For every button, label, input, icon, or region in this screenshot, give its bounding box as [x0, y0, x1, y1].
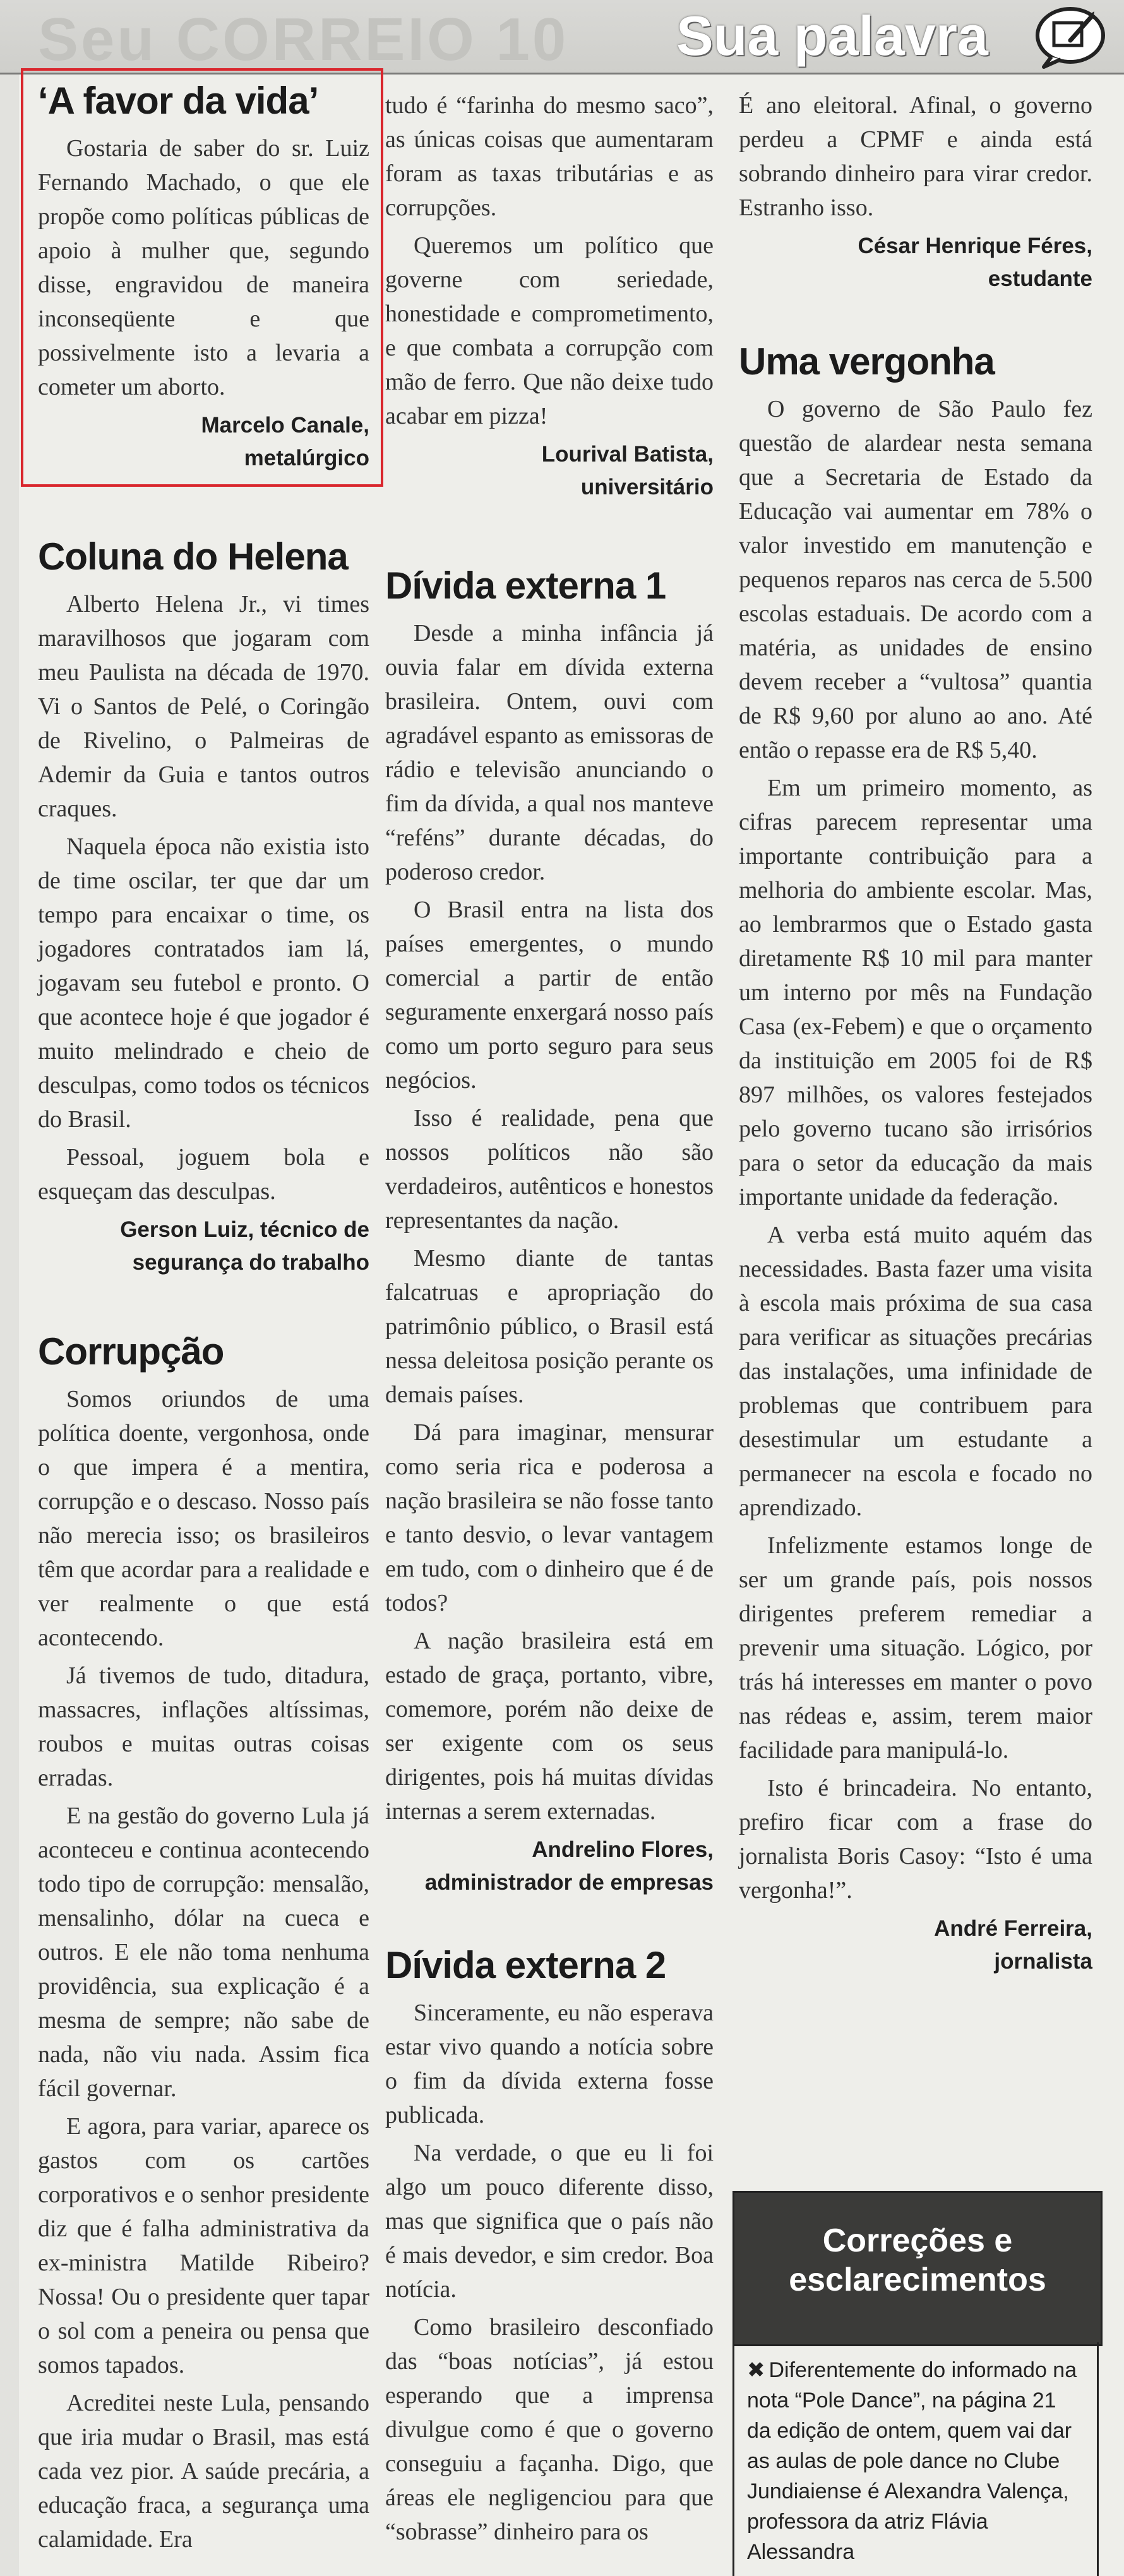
letter-divida-externa-1 [385, 564, 714, 1899]
letter-continuation-cesar [739, 88, 1092, 295]
letter-signature: André Ferreira, jornalista [934, 1916, 1092, 1974]
letter-paragraph: O Brasil entra na lista dos países emergentes, o mundo comercial a partir de então seguramente enxergará nosso país como um porto seguro para seus negócios. [385, 897, 714, 1094]
x-mark-icon: ✖ [747, 2358, 765, 2382]
letter-paragraph: E agora, para variar, aparece os gastos com os cartões corporativos e o senhor presidente diz que é falha administrativa da ex-ministra Matilde Ribeiro? Nossa! Ou o presidente quer tapar o sol com a peneira ou pensa que somos tapados. [38, 2113, 369, 2378]
letter-paragraph: tudo é “farinha do mesmo saco”, as únicas coisas que aumentaram foram as taxas tributárias e as corrupções. [385, 92, 714, 221]
letter-headline: Dívida externa 2 [385, 1944, 666, 1986]
letter-paragraph: Desde a minha infância já ouvia falar em dívida externa brasileira. Ontem, ouvi com agradável espanto as emissoras de rádio e televisão anunciando o fim da dívida, a qual nos manteve “reféns” durante décadas, do poderoso credor. [385, 620, 714, 885]
letter-paragraph: Naquela época não existia isto de time oscilar, ter que dar um tempo para encaixar o time, os jogadores contratados iam lá, jogavam seu futebol e pronto. O que acontece hoje é que jogador é muito melindrado e cheio de desculpas, como todos os técnicos do Brasil. [38, 833, 369, 1133]
letter-paragraph: Isso é realidade, pena que nossos políticos não são verdadeiros, autênticos e honestos representantes da nação. [385, 1105, 714, 1234]
letter-paragraph: Já tivemos de tudo, ditadura, massacres, inflações altíssimas, roubos e muitas outras coisas erradas. [38, 1662, 369, 1791]
letter-a-favor-da-vida [38, 79, 369, 475]
letter-headline: Corrupção [38, 1330, 224, 1373]
letter-uma-vergonha [739, 340, 1092, 1978]
letter-paragraph: Pessoal, joguem bola e esqueçam das desculpas. [38, 1144, 369, 1205]
page-gutter [0, 73, 19, 2576]
letter-signature: Gerson Luiz, técnico de segurança do trabalho [120, 1217, 369, 1275]
letter-paragraph: O governo de São Paulo fez questão de alardear nesta semana que a Secretaria de Estado da Educação vai aumentar em 78% o valor investido em manutenção e pequenos reparos nas cerca de 5.500 escolas estaduais. De acordo com a matéria, as unidades de ensino devem receber a “vultosa” quantia de R$ 9,60 por aluno ao ano. Até então o repasse era de R$ 5,40. [739, 396, 1092, 763]
letter-paragraph: Queremos um político que governe com seriedade, honestidade e comprometimento, e que combata a corrupção com mão de ferro. Que não deixe tudo acabar em pizza! [385, 232, 714, 429]
letter-paragraph: Isto é brincadeira. No entanto, prefiro ficar com a frase do jornalista Boris Casoy: “Isto é uma vergonha!”. [739, 1775, 1092, 1904]
corrections-header [732, 2191, 1103, 2346]
letter-paragraph: Somos oriundos de uma política doente, vergonhosa, onde o que impera é a mentira, corrupção e o descaso. Nosso país não merecia isso; os brasileiros têm que acordar para a realidade e ver realmente o que está acontecendo. [38, 1386, 369, 1651]
column-right [739, 88, 1092, 1978]
letter-paragraph: Como brasileiro desconfiado das “boas notícias”, já estou esperando que a imprensa divulgue como é que o governo conseguiu a façanha. Digo, que áreas ele negligenciou para que “sobrasse” dinheiro para os [385, 2314, 714, 2545]
letter-paragraph: Sinceramente, eu não esperava estar vivo quando a notícia sobre o fim da dívida externa fosse publicada. [385, 2000, 714, 2128]
header-ghost-text: Seu CORREIO 10 [38, 6, 569, 73]
letter-headline: Coluna do Helena [38, 535, 348, 578]
speech-quill-icon [1032, 4, 1108, 70]
letter-signature: Marcelo Canale, metalúrgico [201, 413, 369, 470]
letter-paragraph: Na verdade, o que eu li foi algo um pouco diferente disso, mas que significa que o país não é mais devedor, e sim credor. Boa notícia. [385, 2140, 714, 2303]
corrections-body [732, 2342, 1099, 2576]
letter-continuation-lourival [385, 88, 714, 504]
letter-headline: Dívida externa 1 [385, 564, 666, 607]
letter-paragraph: Infelizmente estamos longe de ser um grande país, pois nossos dirigentes preferem remediar a prevenir uma situação. Lógico, por trás há interesses em manter o povo nas rédeas e, assim, terem maior facilidade para manipulá-lo. [739, 1532, 1092, 1763]
letter-paragraph: A nação brasileira está em estado de graça, portanto, vibre, comemore, porém não deixe de ser exigente com os seus dirigentes, pois há muitas dívidas internas a serem externadas. [385, 1628, 714, 1825]
corrections-text-block [747, 2355, 1085, 2567]
column-left [38, 79, 369, 2560]
letter-paragraph: A verba está muito aquém das necessidades. Basta fazer uma visita à escola mais próxima de sua casa para verificar as situações precárias das instalações, uma infinidade de problemas que contribuem para desestimular um estudante a permanecer na escola e focado no aprendizado. [739, 1222, 1092, 1521]
corrections-text: Diferentemente do informado na nota “Pole Dance”, na página 21 da edição de ontem, quem vai dar as aulas de pole dance no Clube Jundiaiense é Alexandra Valença, professora da atriz Flávia Alessandra [747, 2358, 1077, 2564]
section-title: Sua palavra [676, 4, 988, 67]
letter-paragraph: Alberto Helena Jr., vi times maravilhosos que jogaram com meu Paulista na década de 1970. Vi o Santos de Pelé, o Coringão de Rivelino, o Palmeiras de Ademir da Guia e tantos outros craques. [38, 591, 369, 822]
letter-paragraph: Dá para imaginar, mensurar como seria rica e poderosa a nação brasileira se não fosse tanto e tanto desvio, o levar vantagem em tudo, com o dinheiro que é de todos? [385, 1419, 714, 1616]
letter-signature: Lourival Batista, universitário [541, 442, 714, 499]
section-header [0, 0, 1124, 75]
letter-paragraph: Gostaria de saber do sr. Luiz Fernando Machado, o que ele propõe como políticas públicas de apoio à mulher que, segundo disse, engravidou de maneira inconseqüente e que possivelmente isto a levaria a cometer um aborto. [38, 135, 369, 400]
letter-headline: ‘A favor da vida’ [38, 80, 319, 122]
letter-paragraph: Mesmo diante de tantas falcatruas e apropriação do patrimônio público, o Brasil está nessa deleitosa posição perante os demais países. [385, 1245, 714, 1408]
letter-paragraph: Acreditei neste Lula, pensando que iria mudar o Brasil, mas está cada vez pior. A saúde precária, a educação fraca, a segurança uma calamidade. Era [38, 2390, 369, 2553]
letter-corrupcao [38, 1330, 369, 2556]
letter-paragraph: Em um primeiro momento, as cifras parecem representar uma importante contribuição para a melhoria do ambiente escolar. Mas, ao lembrarmos que o Estado gasta diretamente R$ 10 mil para manter um interno por mês na Fundação Casa (ex-Febem) e que o orçamento da instituição em 2005 foi de R$ 897 milhões, os valores festejados pelo governo tucano são irrisórios para o setor da educação da mais importante unidade da federação. [739, 775, 1092, 1210]
corrections-title: Correções e esclarecimentos [789, 2222, 1046, 2298]
column-middle [385, 88, 714, 2553]
letter-signature: Andrelino Flores, administrador de empresas [424, 1837, 714, 1895]
letter-divida-externa-2 [385, 1943, 714, 2549]
letter-coluna-do-helena [38, 535, 369, 1279]
letter-paragraph: E na gestão do governo Lula já aconteceu e continua acontecendo todo tipo de corrupção: mensalão, mensalinho, dólar na cueca e outros. E ele não toma nenhuma providência, sua explicação é a mesma de sempre; não sabe de nada, não viu nada. Assim fica fácil governar. [38, 1803, 369, 2102]
letter-headline: Uma vergonha [739, 340, 995, 383]
letter-signature: César Henrique Féres, estudante [858, 234, 1092, 291]
letter-paragraph: É ano eleitoral. Afinal, o governo perdeu a CPMF e ainda está sobrando dinheiro para virar credor. Estranho isso. [739, 92, 1092, 221]
